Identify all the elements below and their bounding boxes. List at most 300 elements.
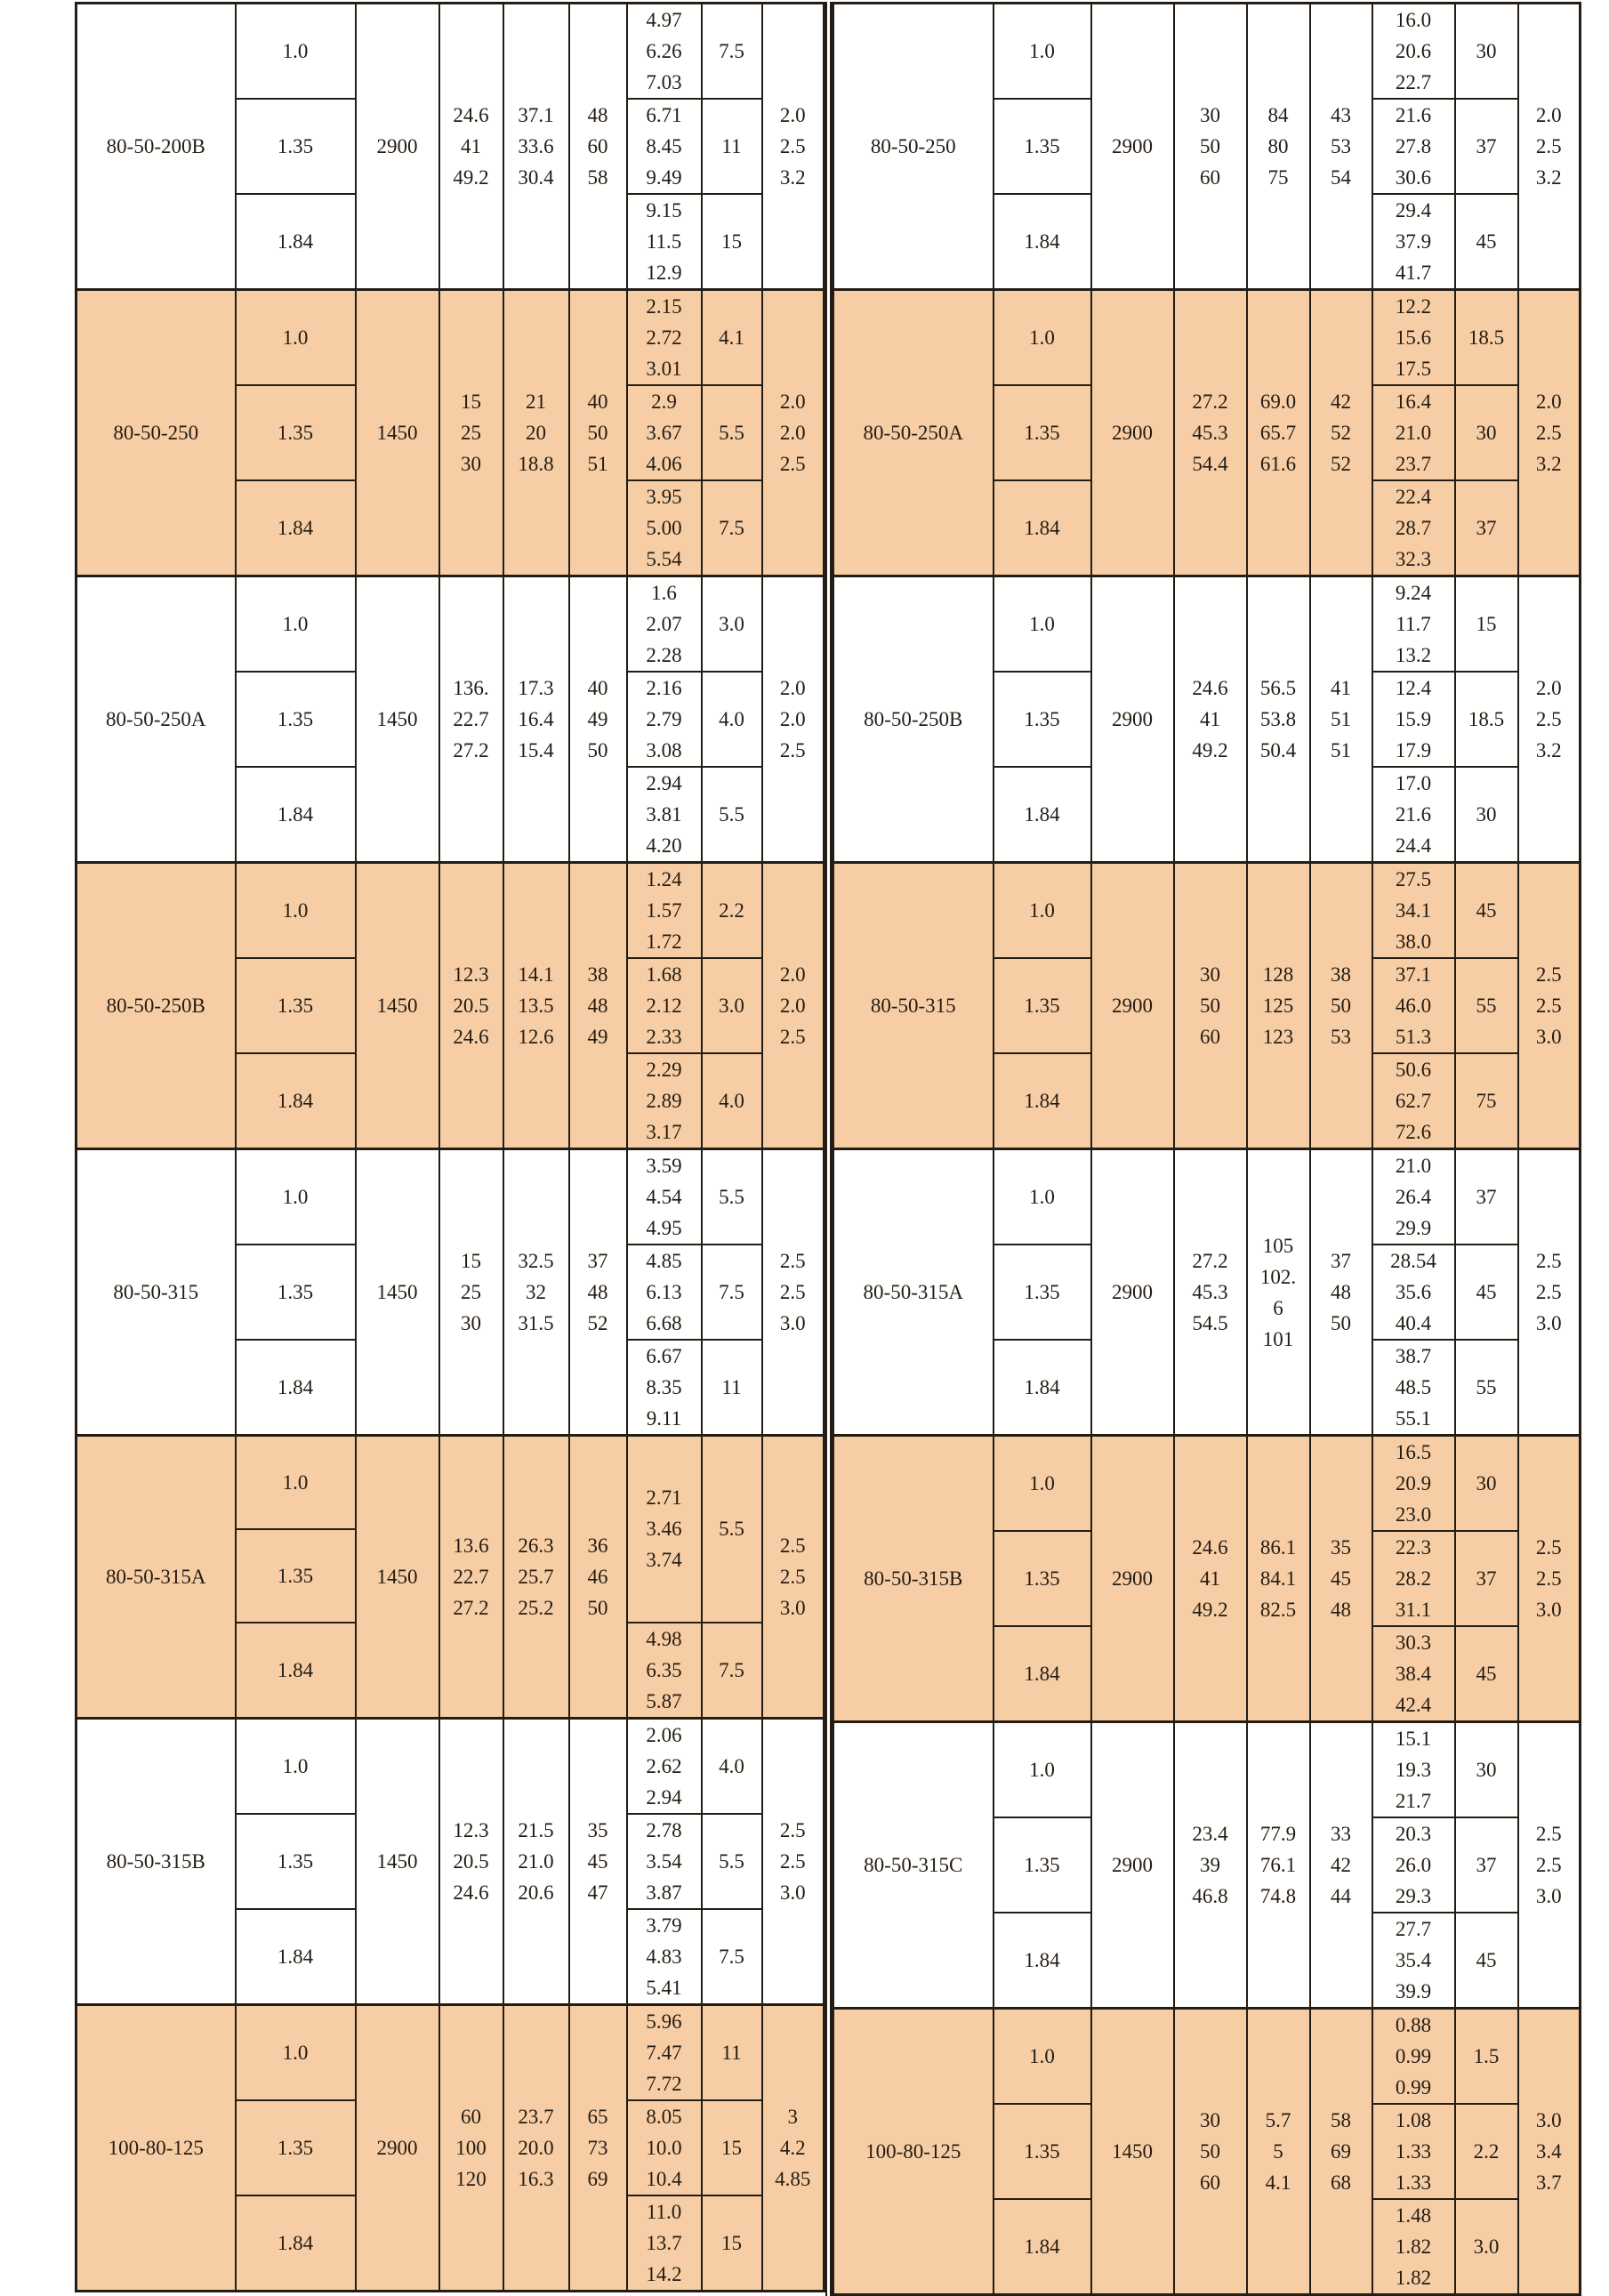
power-cell xyxy=(627,672,702,767)
value-line: 53.8 xyxy=(1259,708,1297,730)
value-line: 2.62 xyxy=(646,1754,682,1777)
ratio-cell: 1.84 xyxy=(994,1626,1091,1722)
value-line: 2.5 xyxy=(1535,1250,1562,1272)
value-line: 24.6 xyxy=(453,104,489,126)
speed-cell: 1450 xyxy=(356,1718,439,2004)
power-cell xyxy=(627,576,702,673)
table-row xyxy=(833,863,1581,959)
motor-power-cell: 7.5 xyxy=(702,1909,762,2005)
value-line: 1.82 xyxy=(1395,2267,1432,2289)
value-line: 69 xyxy=(587,2167,608,2190)
ratio-cell: 1.84 xyxy=(994,1340,1091,1436)
motor-power-cell: 11 xyxy=(702,2004,762,2100)
value-line: 23.0 xyxy=(1395,1503,1432,1526)
value-line: 2.5 xyxy=(1535,422,1562,444)
power-cell xyxy=(1372,1626,1455,1722)
motor-power-cell: 4.1 xyxy=(702,290,762,386)
power-cell xyxy=(1372,1913,1455,2009)
value-line: 2.5 xyxy=(779,1534,806,1557)
value-line: 2.5 xyxy=(1535,1536,1562,1559)
value-line: 38 xyxy=(1331,963,1351,986)
value-line: 45 xyxy=(1331,1567,1351,1590)
value-line: 12.2 xyxy=(1395,295,1432,318)
efficiency-cell xyxy=(1310,1149,1372,1436)
value-line: 20.6 xyxy=(1395,40,1432,62)
value-line: 102. xyxy=(1259,1265,1297,1288)
value-line: 20.5 xyxy=(453,995,489,1017)
power-cell xyxy=(1372,4,1455,100)
value-line: 12.4 xyxy=(1395,677,1432,699)
value-line: 2.94 xyxy=(646,1785,682,1809)
motor-power-cell: 11 xyxy=(702,99,762,194)
head-cell xyxy=(1247,863,1310,1149)
value-line: 30 xyxy=(461,1312,481,1334)
value-line: 4.20 xyxy=(646,834,682,857)
value-line: 42 xyxy=(1331,391,1351,413)
value-line: 2.0 xyxy=(1535,391,1562,413)
ratio-cell: 1.35 xyxy=(236,2100,356,2195)
value-line: 41 xyxy=(1331,677,1351,699)
npsh-cell xyxy=(1518,2009,1581,2295)
power-cell xyxy=(1372,672,1455,767)
efficiency-cell xyxy=(569,576,627,863)
npsh-cell xyxy=(1518,290,1581,576)
value-line: 20.9 xyxy=(1395,1472,1432,1494)
ratio-cell: 1.35 xyxy=(236,1814,356,1909)
value-line: 3.46 xyxy=(646,1518,682,1541)
flow-cell xyxy=(439,576,503,863)
value-line: 13.2 xyxy=(1395,644,1432,666)
table-row xyxy=(833,4,1581,100)
value-line: 3.0 xyxy=(1535,1026,1562,1048)
motor-power-cell: 45 xyxy=(1455,1913,1518,2009)
value-line: 3.2 xyxy=(1535,453,1562,475)
value-line: 17.5 xyxy=(1395,358,1432,380)
motor-power-cell: 30 xyxy=(1455,4,1518,100)
value-line: 3.2 xyxy=(1535,166,1562,189)
value-line: 50 xyxy=(587,739,608,761)
value-line: 21.0 xyxy=(1395,1155,1432,1177)
value-line: 16.0 xyxy=(1395,9,1432,31)
ratio-cell: 1.84 xyxy=(994,767,1091,863)
value-line: 12.9 xyxy=(646,262,682,284)
efficiency-cell xyxy=(1310,2009,1372,2295)
ratio-cell: 1.0 xyxy=(236,863,356,959)
ratio-cell: 1.35 xyxy=(236,1245,356,1340)
value-line: 3.4 xyxy=(1535,2140,1562,2163)
motor-power-cell: 18.5 xyxy=(1455,672,1518,767)
table-row xyxy=(833,290,1581,386)
value-line: 2.5 xyxy=(779,1026,806,1048)
efficiency-cell xyxy=(569,863,627,1149)
value-line: 27.2 xyxy=(453,739,489,761)
value-line: 1.24 xyxy=(646,868,682,890)
value-line: 9.11 xyxy=(646,1407,682,1430)
value-line: 48 xyxy=(587,995,608,1017)
value-line: 8.05 xyxy=(646,2105,682,2128)
motor-power-cell: 45 xyxy=(1455,194,1518,290)
value-line: 3.87 xyxy=(646,1881,682,1904)
motor-power-cell: 3.0 xyxy=(702,576,762,673)
power-cell xyxy=(1372,1245,1455,1340)
value-line: 2.0 xyxy=(779,391,806,413)
ratio-cell: 1.0 xyxy=(236,576,356,673)
value-line: 8.35 xyxy=(646,1376,682,1398)
value-line: 30.4 xyxy=(518,166,554,189)
value-line: 20.0 xyxy=(518,2136,554,2159)
flow-cell xyxy=(1174,863,1247,1149)
power-cell xyxy=(1372,1053,1455,1149)
value-line: 2.0 xyxy=(1535,677,1562,699)
table-row xyxy=(76,2004,825,2100)
head-cell xyxy=(503,576,569,863)
value-line: 15 xyxy=(461,1250,481,1272)
ratio-cell: 1.35 xyxy=(236,385,356,480)
power-cell xyxy=(1372,2199,1455,2295)
value-line: 120 xyxy=(455,2167,487,2190)
ratio-cell: 1.84 xyxy=(994,1053,1091,1149)
value-line: 15.1 xyxy=(1395,1728,1432,1750)
npsh-cell xyxy=(762,4,825,290)
speed-cell: 2900 xyxy=(1091,1436,1174,1722)
pump-spec-table-right xyxy=(832,2,1581,2296)
power-cell xyxy=(1372,2009,1455,2105)
value-line: 77.9 xyxy=(1259,1823,1297,1845)
value-line: 2.07 xyxy=(646,613,682,635)
value-line: 21.0 xyxy=(518,1849,554,1873)
value-line: 69.0 xyxy=(1259,391,1297,413)
flow-cell xyxy=(439,2004,503,2291)
value-line: 2.12 xyxy=(646,995,682,1017)
flow-cell xyxy=(1174,576,1247,863)
value-line: 4.06 xyxy=(646,453,682,475)
value-line: 3.7 xyxy=(1535,2171,1562,2194)
value-line: 2.72 xyxy=(646,326,682,349)
value-line: 51 xyxy=(587,453,608,475)
value-line: 2.78 xyxy=(646,1818,682,1841)
value-line: 40 xyxy=(587,677,608,699)
motor-power-cell: 30 xyxy=(1455,385,1518,480)
motor-power-cell: 5.5 xyxy=(702,385,762,480)
value-line: 2.5 xyxy=(1535,1567,1562,1590)
table-row xyxy=(76,1436,825,1529)
value-line: 60 xyxy=(1200,166,1220,189)
value-line: 3.0 xyxy=(1535,1599,1562,1621)
value-line: 48 xyxy=(1331,1281,1351,1303)
table-row xyxy=(76,1718,825,1814)
value-line: 6.67 xyxy=(646,1345,682,1367)
ratio-cell: 1.35 xyxy=(994,1817,1091,1913)
motor-power-cell: 30 xyxy=(1455,1722,1518,1818)
value-line: 2.5 xyxy=(779,135,806,157)
ratio-cell: 1.0 xyxy=(994,2009,1091,2105)
efficiency-cell xyxy=(569,290,627,576)
value-line: 2.0 xyxy=(779,995,806,1017)
value-line: 49.2 xyxy=(453,166,489,189)
value-line: 69 xyxy=(1331,2140,1351,2163)
value-line: 22.7 xyxy=(1395,71,1432,93)
model-cell: 80-50-315A xyxy=(833,1149,994,1436)
value-line: 45.3 xyxy=(1192,1281,1228,1303)
efficiency-cell xyxy=(1310,863,1372,1149)
value-line: 33.6 xyxy=(518,135,554,157)
ratio-cell: 1.84 xyxy=(236,2195,356,2292)
value-line: 86.1 xyxy=(1259,1536,1297,1559)
motor-power-cell: 15 xyxy=(702,194,762,290)
ratio-cell: 1.35 xyxy=(994,1531,1091,1626)
value-line: 4.54 xyxy=(646,1186,682,1208)
table-row xyxy=(833,576,1581,673)
value-line: 5.54 xyxy=(646,548,682,570)
value-line: 2.0 xyxy=(779,963,806,986)
value-line: 2.5 xyxy=(1535,135,1562,157)
value-line: 2.5 xyxy=(1535,1823,1562,1845)
value-line: 40.4 xyxy=(1395,1312,1432,1334)
value-line: 1.6 xyxy=(651,582,677,604)
head-cell xyxy=(503,2004,569,2291)
motor-power-cell: 75 xyxy=(1455,1053,1518,1149)
head-cell xyxy=(503,1718,569,2004)
value-line: 46.8 xyxy=(1192,1885,1228,1907)
value-line: 30 xyxy=(461,453,481,475)
value-line: 48 xyxy=(587,1281,608,1303)
value-line: 1.72 xyxy=(646,930,682,953)
value-line: 30.3 xyxy=(1395,1631,1432,1654)
power-cell xyxy=(627,1436,702,1623)
motor-power-cell: 5.5 xyxy=(702,1149,762,1245)
value-line: 10.0 xyxy=(646,2136,682,2159)
value-line: 20.6 xyxy=(518,1881,554,1904)
motor-power-cell: 37 xyxy=(1455,99,1518,194)
model-cell: 80-50-250 xyxy=(76,290,236,576)
motor-power-cell: 4.0 xyxy=(702,672,762,767)
value-line: 48 xyxy=(1331,1599,1351,1621)
value-line: 1.48 xyxy=(1395,2204,1432,2227)
ratio-cell: 1.0 xyxy=(236,1149,356,1245)
value-line: 21.0 xyxy=(1395,422,1432,444)
motor-power-cell: 37 xyxy=(1455,1149,1518,1245)
value-line: 58 xyxy=(587,166,608,189)
motor-power-cell: 7.5 xyxy=(702,480,762,576)
value-line: 14.1 xyxy=(518,963,554,986)
value-line: 45 xyxy=(587,1849,608,1873)
motor-power-cell: 5.5 xyxy=(702,1436,762,1623)
value-line: 3.79 xyxy=(646,1913,682,1937)
value-line: 0.88 xyxy=(1395,2014,1432,2036)
value-line: 35 xyxy=(587,1818,608,1841)
value-line: 21.5 xyxy=(518,1818,554,1841)
value-line: 10.4 xyxy=(646,2167,682,2190)
value-line: 51 xyxy=(1331,708,1351,730)
value-line: 5.7 xyxy=(1265,2109,1291,2131)
ratio-cell: 1.0 xyxy=(994,4,1091,100)
value-line: 3.74 xyxy=(646,1549,682,1572)
value-line: 2.89 xyxy=(646,1090,682,1112)
value-line: 2.0 xyxy=(779,104,806,126)
value-line: 16.4 xyxy=(1395,391,1432,413)
model-cell: 100-80-125 xyxy=(833,2009,994,2295)
value-line: 60 xyxy=(587,135,608,157)
speed-cell: 2900 xyxy=(1091,1722,1174,2009)
value-line: 29.3 xyxy=(1395,1885,1432,1907)
motor-power-cell: 2.2 xyxy=(702,863,762,959)
npsh-cell xyxy=(762,1149,825,1436)
value-line: 50 xyxy=(1331,1312,1351,1334)
value-line: 37 xyxy=(587,1250,608,1272)
value-line: 9.49 xyxy=(646,166,682,189)
motor-power-cell: 3.0 xyxy=(702,958,762,1053)
value-line: 2.5 xyxy=(779,453,806,475)
value-line: 65 xyxy=(587,2105,608,2128)
value-line: 21.6 xyxy=(1395,803,1432,826)
motor-power-cell: 4.0 xyxy=(702,1718,762,1814)
value-line: 39 xyxy=(1200,1854,1220,1876)
value-line: 6.71 xyxy=(646,104,682,126)
ratio-cell: 1.35 xyxy=(236,958,356,1053)
value-line: 40 xyxy=(587,391,608,413)
model-cell: 80-50-315 xyxy=(833,863,994,1149)
ratio-cell: 1.0 xyxy=(994,1436,1091,1532)
value-line: 18.8 xyxy=(518,453,554,475)
table-row xyxy=(76,863,825,959)
value-line: 35.4 xyxy=(1395,1949,1432,1971)
power-cell xyxy=(1372,2104,1455,2199)
value-line: 2.5 xyxy=(1535,1281,1562,1303)
value-line: 4.85 xyxy=(646,1250,682,1272)
value-line: 50.4 xyxy=(1259,739,1297,761)
value-line: 34.1 xyxy=(1395,899,1432,922)
motor-power-cell: 18.5 xyxy=(1455,290,1518,386)
power-cell xyxy=(627,1718,702,1814)
motor-power-cell: 37 xyxy=(1455,1531,1518,1626)
value-line: 3.0 xyxy=(1535,1885,1562,1907)
value-line: 16.5 xyxy=(1395,1441,1432,1463)
value-line: 35.6 xyxy=(1395,1281,1432,1303)
value-line: 41 xyxy=(1200,708,1220,730)
motor-power-cell: 5.5 xyxy=(702,1814,762,1909)
ratio-cell: 1.0 xyxy=(994,863,1091,959)
power-cell xyxy=(1372,1436,1455,1532)
value-line: 60 xyxy=(1200,1026,1220,1048)
speed-cell: 2900 xyxy=(1091,863,1174,1149)
value-line: 6.13 xyxy=(646,1281,682,1303)
head-cell xyxy=(1247,290,1310,576)
motor-power-cell: 7.5 xyxy=(702,1623,762,1719)
value-line: 82.5 xyxy=(1259,1599,1297,1621)
value-line: 37.9 xyxy=(1395,230,1432,253)
value-line: 41.7 xyxy=(1395,262,1432,284)
power-cell xyxy=(627,1245,702,1340)
value-line: 48 xyxy=(587,104,608,126)
value-line: 50 xyxy=(587,422,608,444)
head-cell xyxy=(503,4,569,290)
value-line: 5.87 xyxy=(646,1689,682,1712)
value-line: 3.0 xyxy=(779,1312,806,1334)
value-line: 4.98 xyxy=(646,1627,682,1650)
value-line: 1.82 xyxy=(1395,2236,1432,2258)
value-line: 38.0 xyxy=(1395,930,1432,953)
power-cell xyxy=(627,767,702,863)
power-cell xyxy=(627,194,702,290)
power-cell xyxy=(627,4,702,100)
value-line: 13.5 xyxy=(518,995,554,1017)
ratio-cell: 1.84 xyxy=(994,1913,1091,2009)
flow-cell xyxy=(1174,4,1247,290)
value-line: 19.3 xyxy=(1395,1759,1432,1781)
value-line: 4.85 xyxy=(775,2167,811,2190)
pump-specification-sheet xyxy=(75,2,1581,2296)
flow-cell xyxy=(439,1436,503,1719)
efficiency-cell xyxy=(1310,1722,1372,2009)
pump-spec-table-left xyxy=(75,2,825,2292)
npsh-cell xyxy=(1518,1149,1581,1436)
motor-power-cell: 15 xyxy=(702,2195,762,2292)
speed-cell: 1450 xyxy=(356,863,439,1149)
value-line: 3.59 xyxy=(646,1155,682,1177)
value-line: 72.6 xyxy=(1395,1121,1432,1143)
value-line: 58 xyxy=(1331,2109,1351,2131)
model-cell: 80-50-250B xyxy=(76,863,236,1149)
value-line: 2.94 xyxy=(646,772,682,794)
head-cell xyxy=(1247,576,1310,863)
value-line: 26.4 xyxy=(1395,1186,1432,1208)
ratio-cell: 1.35 xyxy=(994,2104,1091,2199)
value-line: 20.5 xyxy=(453,1849,489,1873)
flow-cell xyxy=(1174,1722,1247,2009)
ratio-cell: 1.84 xyxy=(236,1909,356,2005)
motor-power-cell: 3.0 xyxy=(1455,2199,1518,2295)
power-cell xyxy=(1372,385,1455,480)
model-cell: 80-50-315B xyxy=(76,1718,236,2004)
motor-power-cell: 15 xyxy=(702,2100,762,2195)
motor-power-cell: 30 xyxy=(1455,1436,1518,1532)
flow-cell xyxy=(1174,2009,1247,2295)
table-row xyxy=(833,1722,1581,1818)
ratio-cell: 1.35 xyxy=(994,99,1091,194)
npsh-cell xyxy=(1518,863,1581,1149)
value-line: 52 xyxy=(587,1312,608,1334)
value-line: 54.4 xyxy=(1192,453,1228,475)
value-line: 37.1 xyxy=(1395,963,1432,986)
value-line: 3 xyxy=(787,2105,798,2128)
value-line: 24.6 xyxy=(1192,1536,1228,1559)
flow-cell xyxy=(1174,290,1247,576)
motor-power-cell: 7.5 xyxy=(702,4,762,100)
model-cell: 80-50-200B xyxy=(76,4,236,290)
table-row xyxy=(833,1149,1581,1245)
value-line: 50.6 xyxy=(1395,1059,1432,1081)
value-line: 3.0 xyxy=(779,1881,806,1904)
value-line: 3.67 xyxy=(646,422,682,444)
value-line: 49.2 xyxy=(1192,739,1228,761)
flow-cell xyxy=(439,1718,503,2004)
value-line: 46 xyxy=(587,1565,608,1588)
value-line: 11.0 xyxy=(646,2200,682,2223)
value-line: 16.3 xyxy=(518,2167,554,2190)
npsh-cell xyxy=(1518,1436,1581,1722)
value-line: 84.1 xyxy=(1259,1567,1297,1590)
value-line: 55.1 xyxy=(1395,1407,1432,1430)
value-line: 5.00 xyxy=(646,517,682,539)
table-row xyxy=(76,576,825,673)
model-cell: 80-50-315 xyxy=(76,1149,236,1436)
value-line: 22.3 xyxy=(1395,1536,1432,1559)
ratio-cell: 1.0 xyxy=(994,576,1091,673)
value-line: 2.33 xyxy=(646,1026,682,1048)
value-line: 50 xyxy=(1331,995,1351,1017)
motor-power-cell: 45 xyxy=(1455,1626,1518,1722)
motor-power-cell: 37 xyxy=(1455,1817,1518,1913)
